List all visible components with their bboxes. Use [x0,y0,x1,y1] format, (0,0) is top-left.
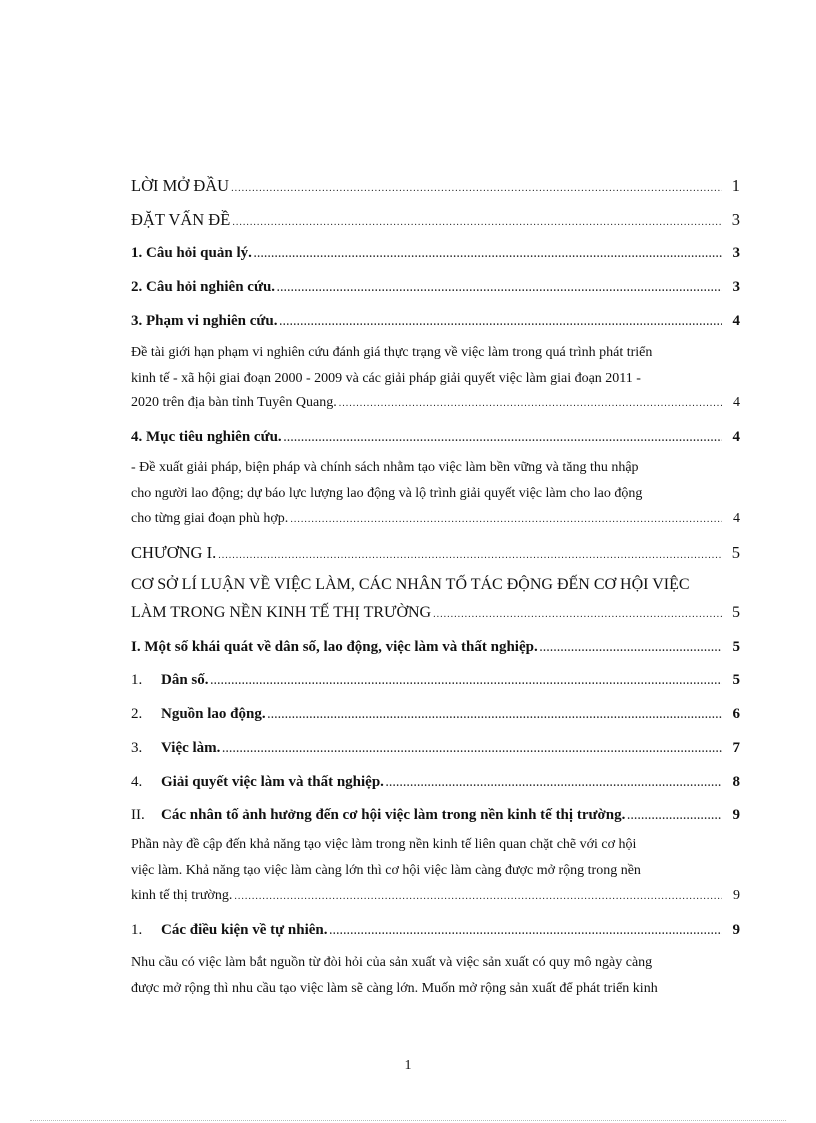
toc-entry-dat-van-de[interactable] [131,210,740,233]
toc-label: 2. Câu hỏi nghiên cứu. [131,279,276,295]
text-line: cho người lao động; dự báo lực lượng lao động và lộ trình giải quyết việc làm cho lao động [131,486,643,501]
toc-page: 6 [732,706,740,722]
toc-label: LỜI MỞ ĐẦU [131,176,230,195]
toc-page: 4 [732,429,740,445]
toc-page: 3 [731,210,740,229]
toc-entry-factors-end[interactable] [131,886,740,907]
toc-leader [277,279,722,299]
toc-page: 3 [732,245,740,261]
page-divider [30,1120,786,1121]
toc-leader [268,706,722,726]
toc-page: 4 [733,511,740,526]
toc-leader [218,546,722,566]
toc-leader [232,213,722,233]
toc-label: Giải quyết việc làm và thất nghiệp. [161,774,384,790]
toc-page: 5 [732,639,740,655]
text-line: Phần này đề cập đến khả năng tạo việc làm trong nền kinh tế liên quan chặt chẽ với cơ hội [131,837,637,852]
toc-chapter-title [131,572,740,598]
toc-label: 2020 trên địa bàn tỉnh Tuyên Quang. [131,395,337,410]
toc-page: 8 [732,774,740,790]
toc-leader [386,774,722,794]
toc-leader [231,179,722,199]
page-number: 1 [404,1058,412,1073]
text-line: việc làm. Khả năng tạo việc làm càng lớn thì cơ hội việc làm càng được mở rộng trong nền [131,863,641,878]
toc-page: 7 [732,740,740,756]
toc-leader [211,672,722,692]
text-line: Đề tài giới hạn phạm vi nghiên cứu đánh giá thực trạng về việc làm trong quá trình phát triển [131,345,653,360]
toc-paragraph-scope [131,340,721,392]
text-line: - Đề xuất giải pháp, biện pháp và chính sách nhằm tạo việc làm bền vững và tăng thu nhập [131,460,639,475]
toc-paragraph-goal [131,455,721,507]
toc-number: 3. [131,740,143,756]
toc-entry-muc-tieu[interactable] [131,427,740,449]
toc-leader [330,922,722,942]
toc-label: Các nhân tố ảnh hưởng đến cơ hội việc làm trong nền kinh tế thị trường. [161,807,626,823]
text-line: CƠ SỞ LÍ LUẬN VỀ VIỆC LÀM, CÁC NHÂN TỐ TÁC ĐỘNG ĐẾN CƠ HỘI VIỆC [131,576,690,593]
toc-page: 5 [732,604,740,621]
toc-label: Dân số. [161,672,209,688]
toc-entry-chapter-title-end[interactable] [131,603,740,625]
toc-entry-giai-quyet[interactable] [131,772,740,794]
toc-page: 4 [732,313,740,329]
toc-number: 2. [131,706,143,722]
toc-leader [284,429,722,449]
toc-number: 4. [131,774,143,790]
toc-leader [540,639,722,659]
toc-page: 5 [731,543,740,562]
toc-entry-dan-so[interactable] [131,670,740,692]
toc-leader [222,740,722,760]
toc-entry-section-2[interactable] [131,805,740,827]
text-line: Nhu cầu có việc làm bắt nguồn từ đòi hỏi của sản xuất và việc sản xuất có quy mô ngày càng [131,955,653,970]
toc-entry-scope-end[interactable] [131,393,740,414]
toc-leader [254,245,722,265]
toc-entry-loi-mo-dau[interactable] [131,176,740,199]
toc-label: 3. Phạm vi nghiên cứu. [131,313,278,329]
toc-leader [280,313,722,333]
toc-label: Việc làm. [161,740,221,756]
toc-number: II. [131,807,145,823]
toc-label: 4. Mục tiêu nghiên cứu. [131,429,282,445]
toc-entry-pham-vi[interactable] [131,311,740,333]
toc-page: 1 [731,176,740,195]
toc-label: Các điều kiện về tự nhiên. [161,922,328,938]
toc-label: cho từng giai đoạn phù hợp. [131,511,289,526]
toc-entry-nguon-lao-dong[interactable] [131,704,740,726]
text-line: kinh tế - xã hội giai đoạn 2000 - 2009 và các giải pháp giải quyết việc làm giai đoạn 2011 - [131,371,641,386]
toc-page: 9 [732,922,740,938]
toc-entry-section-1[interactable] [131,637,740,659]
toc-leader [339,394,722,414]
toc-leader [433,605,722,625]
toc-entry-goal-end[interactable] [131,509,740,530]
toc-entry-chuong-1[interactable] [131,543,740,566]
toc-page: 9 [733,888,740,903]
toc-page: 9 [732,807,740,823]
toc-entry-dieu-kien-tu-nhien[interactable] [131,920,740,942]
toc-label: 1. Câu hỏi quản lý. [131,245,252,261]
toc-entry-cau-hoi-nghien-cuu[interactable] [131,277,740,299]
toc-entry-cau-hoi-quan-ly[interactable] [131,243,740,265]
toc-label: LÀM TRONG NỀN KINH TẾ THỊ TRƯỜNG [131,604,432,621]
toc-label: Nguồn lao động. [161,706,266,722]
text-line: được mở rộng thì nhu cầu tạo việc làm sẽ càng lớn. Muốn mở rộng sản xuất để phát triển kinh [131,981,658,996]
toc-page: 3 [732,279,740,295]
toc-number: 1. [131,922,143,938]
toc-page: 4 [733,395,740,410]
toc-label: I. Một số khái quát về dân số, lao động, việc làm và thất nghiệp. [131,639,538,655]
toc-leader [290,510,722,530]
toc-leader [627,807,722,827]
toc-paragraph-factors [131,832,721,884]
toc-leader [234,887,722,907]
toc-label: kinh tế thị trường. [131,888,233,903]
toc-label: ĐẶT VẤN ĐỀ [131,210,231,229]
toc-label: CHƯƠNG I. [131,543,217,562]
toc-entry-viec-lam[interactable] [131,738,740,760]
body-paragraph-nature [131,950,731,1002]
toc-number: 1. [131,672,143,688]
toc-page: 5 [732,672,740,688]
